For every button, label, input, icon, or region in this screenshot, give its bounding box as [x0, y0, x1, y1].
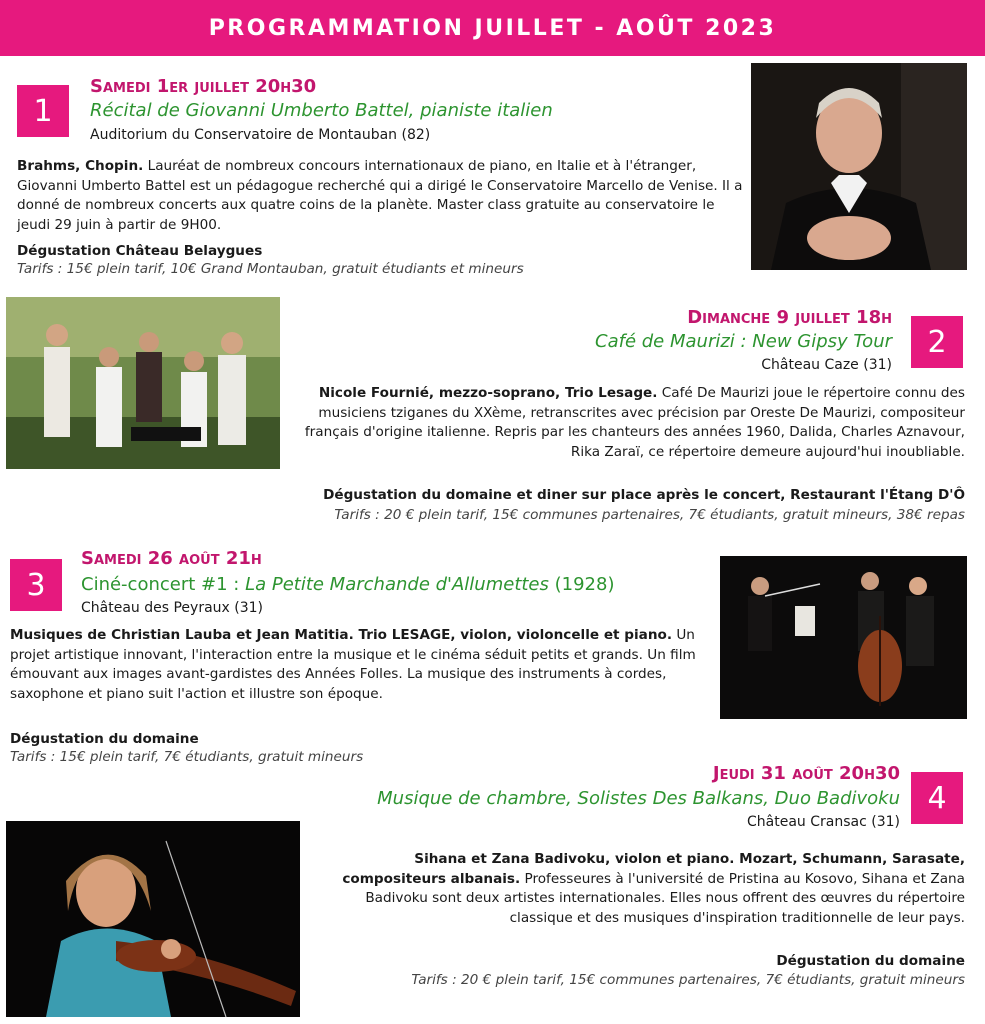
- event-4-number: 4: [911, 772, 963, 824]
- event-3-text: Un projet artistique innovant, l'interaction entre la musique et le cinéma séduit petits et grands. Un film émouvant aux images avant-gardistes des Années Folles. La musique des instruments à cordes, saxophone et piano suit l'action et illustre son époque.: [10, 627, 696, 702]
- event-3-venue: Château des Peyraux (31): [81, 600, 263, 616]
- event-2-text: Café De Maurizi joue le répertoire connu des musiciens tziganes du XXème, retranscrites avec précision par Oreste De Maurizi, compositeur français d'origine italienne. Repris par les chanteurs des années 1960, Dalida, Charles Aznavour, Rika Zaraï, ce répertoire demeure aujourd'hui inoubliable.: [304, 385, 965, 460]
- event-3-title: [81, 574, 614, 595]
- event-2-performers: Nicole Fournié, mezzo-soprano, Trio Lesage.: [318, 385, 658, 401]
- pianist-photo: [751, 63, 967, 270]
- event-3-tarifs: Tarifs : 15€ plein tarif, 7€ étudiants, gratuit mineurs: [10, 749, 364, 765]
- event-2-description: [300, 384, 965, 462]
- event-1-tarifs: Tarifs : 15€ plein tarif, 10€ Grand Montauban, gratuit étudiants et mineurs: [17, 261, 524, 277]
- event-1-title: Récital de Giovanni Umberto Battel, pianiste italien: [90, 100, 553, 121]
- trio-lesage-photo: [720, 556, 967, 719]
- violinist-photo: [6, 821, 300, 1017]
- event-1-number: 1: [17, 85, 69, 137]
- event-4-degustation: Dégustation du domaine: [776, 953, 965, 969]
- event-2-venue: Château Caze (31): [761, 357, 892, 373]
- event-2-tarifs: Tarifs : 20 € plein tarif, 15€ communes partenaires, 7€ étudiants, gratuit mineurs, 38€ repas: [334, 507, 965, 523]
- event-4-text: Professeures à l'université de Pristina au Kosovo, Sihana et Zana Badivoku sont deux artistes internationales. Elles nous offrent des œuvres du répertoire classique et des musiques d'inspiration traditionnelle de leur pays.: [365, 870, 965, 926]
- event-4-performers: Sihana et Zana Badivoku, violon et piano. Mozart, Schumann, Sarasate, compositeurs albanais.: [342, 851, 965, 887]
- event-1-date: Samedi 1er juillet 20h30: [90, 76, 317, 97]
- event-1-degustation: Dégustation Château Belaygues: [17, 243, 263, 259]
- event-4-date: Jeudi 31 août 20h30: [712, 763, 900, 784]
- event-1-venue: Auditorium du Conservatoire de Montauban (82): [90, 127, 431, 143]
- event-3-title-prefix: Ciné-concert #1 :: [81, 574, 246, 595]
- event-3-film-title: La Petite Marchande d'Allumettes: [245, 574, 549, 595]
- event-3-description: [10, 626, 710, 704]
- event-1-performers: Brahms, Chopin.: [17, 158, 144, 174]
- page-title: PROGRAMMATION JUILLET - AOÛT 2023: [208, 15, 777, 41]
- event-3-number: 3: [10, 559, 62, 611]
- event-4-title: Musique de chambre, Solistes Des Balkans, Duo Badivoku: [377, 788, 900, 809]
- event-2-number: 2: [911, 316, 963, 368]
- event-2-degustation: Dégustation du domaine et diner sur place après le concert, Restaurant l'Étang D'Ô: [323, 487, 965, 503]
- event-3-performers: Musiques de Christian Lauba et Jean Matitia. Trio LESAGE, violon, violoncelle et piano.: [10, 627, 673, 643]
- event-3-degustation: Dégustation du domaine: [10, 731, 199, 747]
- event-4-venue: Château Cransac (31): [747, 814, 900, 830]
- event-1-text: Lauréat de nombreux concours internationaux de piano, en Italie et à l'étranger, Giovanni Umberto Battel est un pédagogue recherché qui a dirigé le Conservatoire Marcello de Venise. Il a donné de nombreux concerts aux quatre coins de la planète. Master class gratuite au conservatoire le jeudi 29 juin à partir de 9H00.: [17, 158, 743, 233]
- event-4-description: [310, 850, 965, 928]
- event-3-title-year: (1928): [548, 574, 615, 595]
- event-3-date: Samedi 26 août 21h: [81, 548, 262, 569]
- event-4-tarifs: Tarifs : 20 € plein tarif, 15€ communes partenaires, 7€ étudiants, gratuit mineurs: [411, 972, 965, 988]
- page-header: [0, 0, 985, 56]
- event-2-title: Café de Maurizi : New Gipsy Tour: [595, 331, 892, 352]
- event-1-description: [17, 157, 745, 235]
- event-2-date: Dimanche 9 juillet 18h: [687, 307, 892, 328]
- gipsy-ensemble-photo: [6, 297, 280, 469]
